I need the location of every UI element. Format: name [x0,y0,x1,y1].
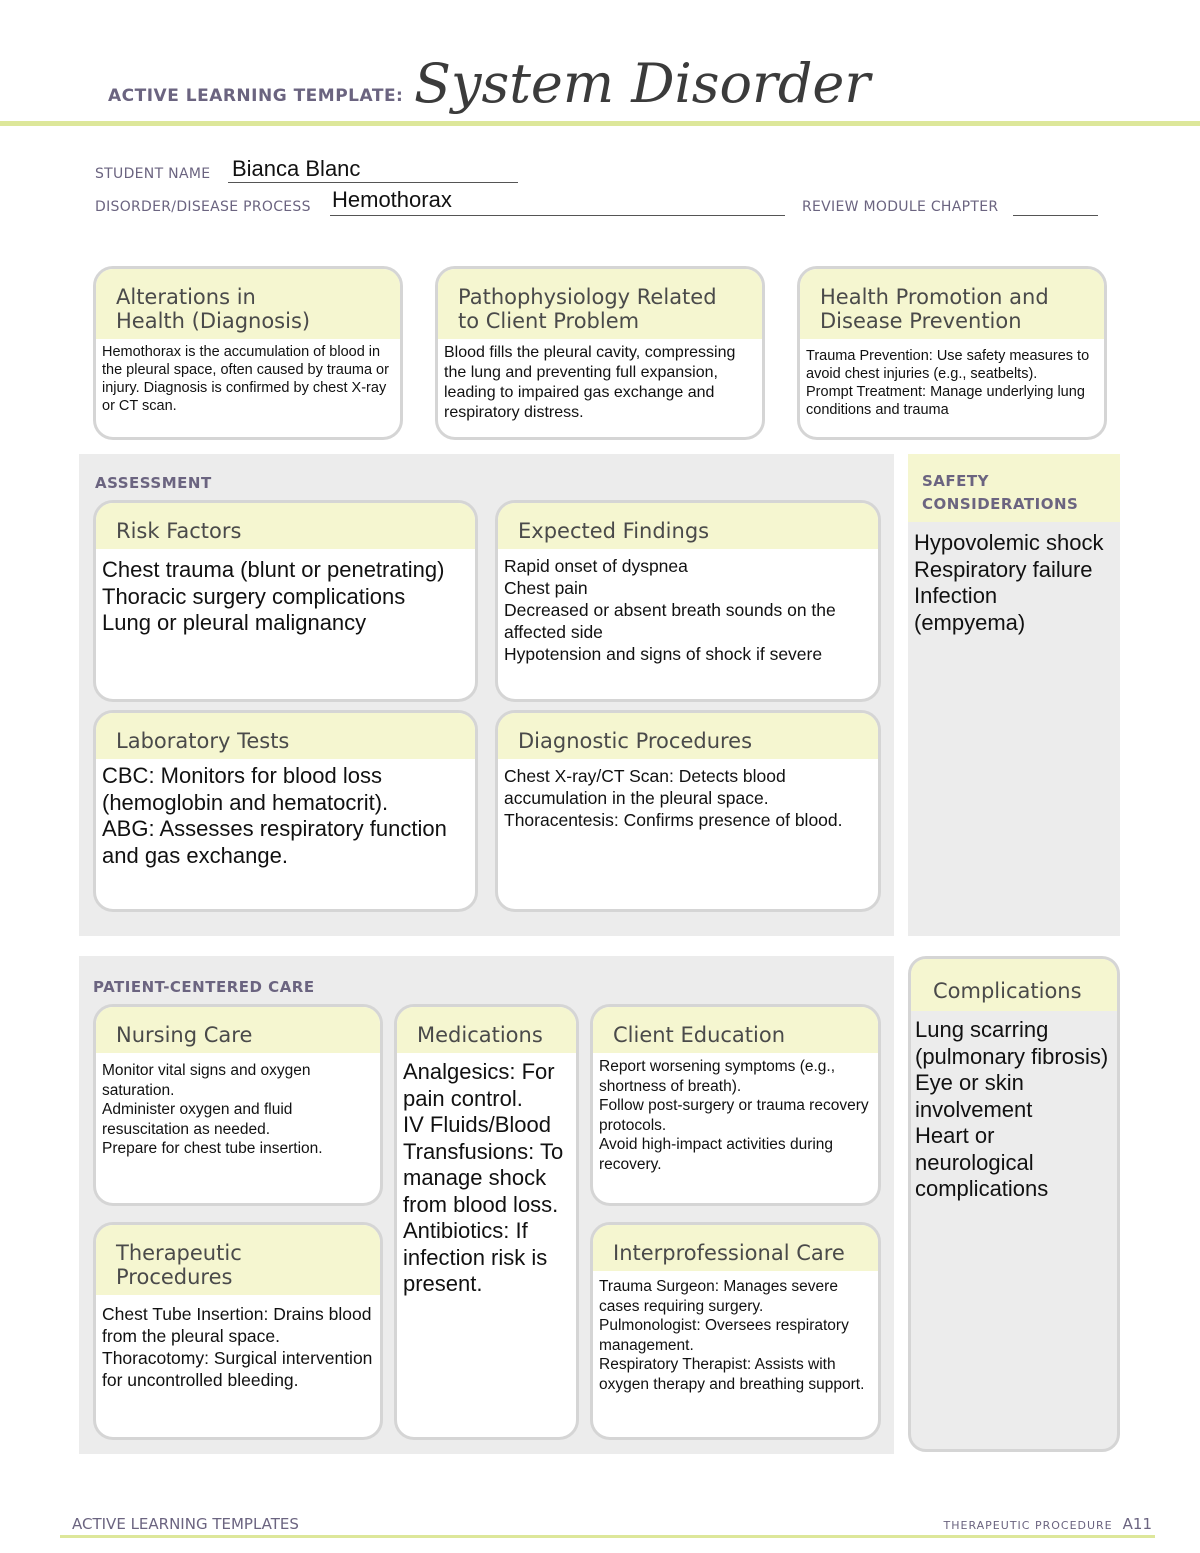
therapeutic-procedures-text[interactable]: Chest Tube Insertion: Drains blood from the pleural space. Thoracotomy: Surgical intervention for uncontrolled bleeding. [102,1304,373,1390]
student-name-line [228,182,518,183]
laboratory-tests-title: Laboratory Tests [96,713,475,759]
nursing-care-title: Nursing Care [96,1007,380,1053]
alterations-box [93,266,403,440]
health-promotion-title: Health Promotion and Disease Prevention [800,269,1104,339]
complications-title: Complications [911,959,1117,1011]
pathophysiology-box [435,266,765,440]
client-education-box [590,1004,881,1206]
nursing-care-text[interactable]: Monitor vital signs and oxygen saturation. Administer oxygen and fluid resuscitation as needed. Prepare for chest tube insertion. [102,1062,323,1157]
risk-factors-text[interactable]: Chest trauma (blunt or penetrating) Thoracic surgery complications Lung or pleural malignancy [102,557,445,635]
assessment-panel [79,454,894,936]
risk-factors-title: Risk Factors [96,503,475,549]
interprofessional-care-text[interactable]: Trauma Surgeon: Manages severe cases requiring surgery. Pulmonologist: Oversees respiratory management. Respiratory Therapist: Assists with oxygen therapy and breathing support. [599,1278,865,1393]
footer-section-label: THERAPEUTIC PROCEDURE [943,1519,1113,1532]
alterations-text[interactable]: Hemothorax is the accumulation of blood in the pleural space, often caused by trauma or injury. Diagnosis is confirmed by chest X-ray or CT scan. [102,344,389,414]
safety-panel [908,454,1120,936]
risk-factors-box [93,500,478,702]
disorder-label: DISORDER/DISEASE PROCESS [95,199,311,215]
header-divider [0,121,1200,126]
client-education-title: Client Education [593,1007,878,1053]
therapeutic-procedures-box [93,1222,383,1440]
review-module-label: REVIEW MODULE CHAPTER [802,199,999,215]
alterations-title: Alterations in Health (Diagnosis) [96,269,400,339]
complications-text[interactable]: Lung scarring (pulmonary fibrosis) Eye or skin involvement Heart or neurological complications [915,1017,1109,1201]
complications-box [908,956,1120,1452]
laboratory-tests-text[interactable]: CBC: Monitors for blood loss (hemoglobin and hematocrit). ABG: Assesses respiratory function and gas exchange. [102,763,447,868]
safety-label: SAFETY CONSIDERATIONS [922,472,1079,513]
footer-left-label: ACTIVE LEARNING TEMPLATES [72,1515,299,1533]
nursing-care-box [93,1004,383,1206]
medications-title: Medications [397,1007,576,1053]
patient-care-label: PATIENT-CENTERED CARE [93,978,315,996]
laboratory-tests-box [93,710,478,912]
diagnostic-procedures-text[interactable]: Chest X-ray/CT Scan: Detects blood accumulation in the pleural space. Thoracentesis: Confirms presence of blood. [504,766,843,830]
expected-findings-title: Expected Findings [498,503,878,549]
interprofessional-care-box [590,1222,881,1440]
diagnostic-procedures-title: Diagnostic Procedures [498,713,878,759]
pathophysiology-text[interactable]: Blood fills the pleural cavity, compressing the lung and preventing full expansion, leading to impaired gas exchange and respiratory distress. [444,344,736,421]
review-module-line [1013,215,1098,216]
page-title: System Disorder [414,52,871,115]
patient-care-panel [79,956,894,1454]
assessment-label: ASSESSMENT [95,474,212,492]
safety-text[interactable]: Hypovolemic shock Respiratory failure Infection (empyema) [914,530,1104,635]
pathophysiology-title: Pathophysiology Related to Client Problem [438,269,762,339]
therapeutic-procedures-title: Therapeutic Procedures [96,1225,380,1295]
expected-findings-text[interactable]: Rapid onset of dyspnea Chest pain Decreased or absent breath sounds on the affected side Hypotension and signs of shock if severe [504,556,836,664]
diagnostic-procedures-box [495,710,881,912]
disorder-field[interactable]: Hemothorax [332,187,452,212]
footer-right [944,1515,1152,1533]
student-name-field[interactable]: Bianca Blanc [232,156,361,181]
medications-box [394,1004,579,1440]
interprofessional-care-title: Interprofessional Care [593,1225,878,1271]
page-number: A11 [1122,1515,1152,1533]
footer-divider [60,1535,1155,1538]
expected-findings-box [495,500,881,702]
template-label: ACTIVE LEARNING TEMPLATE: [108,86,404,106]
disorder-line [330,215,785,216]
health-promotion-text[interactable]: Trauma Prevention: Use safety measures to avoid chest injuries (e.g., seatbelts). Prompt Treatment: Manage underlying lung conditions and trauma [806,348,1090,418]
medications-text[interactable]: Analgesics: For pain control. IV Fluids/Blood Transfusions: To manage shock from blood loss. Antibiotics: If infection risk is present. [403,1059,564,1296]
client-education-text[interactable]: Report worsening symptoms (e.g., shortness of breath). Follow post-surgery or trauma recovery protocols. Avoid high-impact activities during recovery. [599,1058,869,1173]
health-promotion-box [797,266,1107,440]
student-name-label: STUDENT NAME [95,166,211,182]
